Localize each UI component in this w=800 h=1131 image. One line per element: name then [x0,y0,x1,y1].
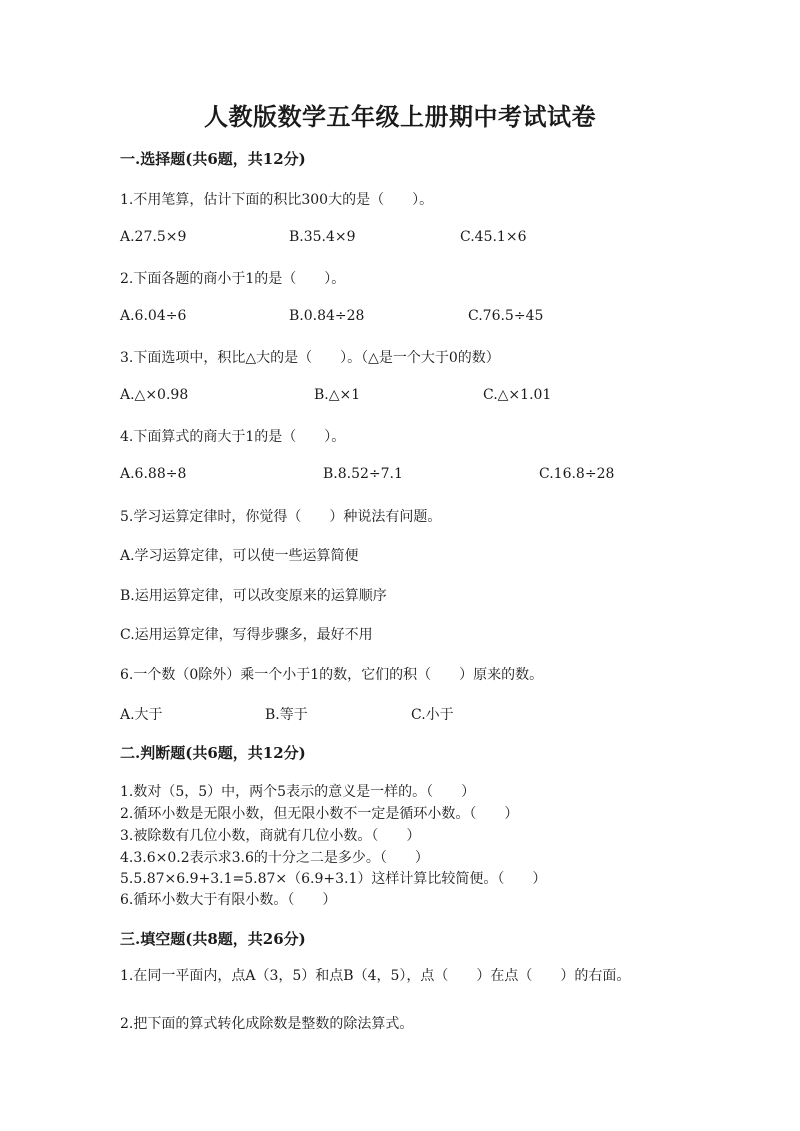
list-item: 3.被除数有几位小数，商就有几位小数。（ ） [120,828,421,844]
option-b: B.0.84÷28 [289,308,365,324]
list-item: 2.循环小数是无限小数，但无限小数不一定是循环小数。（ ） [120,806,519,822]
question-stem: 3.下面选项中，积比△大的是（ ）。（△是一个大于0的数） [120,350,500,366]
option-b: B.△×1 [314,387,361,403]
list-item: 5.5.87×6.9+3.1=5.87×（6.9+3.1）这样计算比较简便。（ ） [120,871,547,887]
list-item: 1.数对（5，5）中，两个5表示的意义是一样的。（ ） [120,784,476,800]
question-stem: 6.一个数（0除外）乘一个小于1的数，它们的积（ ）原来的数。 [120,667,544,683]
page-title: 人教版数学五年级上册期中考试试卷 [204,102,596,131]
option-b: B.35.4×9 [289,229,356,245]
option-a: A.学习运算定律，可以使一些运算简便 [120,548,359,564]
section-heading-choice: 一.选择题(共6题，共12分) [120,150,306,168]
option-a: A.△×0.98 [120,387,189,403]
option-a: A.27.5×9 [120,229,187,245]
question-stem: 5.学习运算定律时，你觉得（ ）种说法有问题。 [120,509,442,525]
list-item: 4.3.6×0.2表示求3.6的十分之二是多少。（ ） [120,850,429,866]
question-stem: 4.下面算式的商大于1的是（ ）。 [120,429,346,445]
option-a: A.6.88÷8 [120,466,187,482]
list-item: 2.把下面的算式转化成除数是整数的除法算式。 [120,1016,414,1032]
option-c: C.运用运算定律，写得步骤多，最好不用 [120,627,373,643]
option-c: C.△×1.01 [483,387,552,403]
option-a: A.6.04÷6 [120,308,187,324]
option-c: C.45.1×6 [460,229,527,245]
option-b: B.运用运算定律，可以改变原来的运算顺序 [120,588,387,604]
section-heading-fill-in: 三.填空题(共8题，共26分) [120,930,306,948]
option-b: B.等于 [265,707,308,723]
question-stem: 2.下面各题的商小于1的是（ ）。 [120,271,346,287]
option-c: C.16.8÷28 [539,466,615,482]
option-c: C.76.5÷45 [468,308,544,324]
list-item: 6.循环小数大于有限小数。（ ） [120,892,337,908]
option-a: A.大于 [120,707,163,723]
section-heading-judgement: 二.判断题(共6题，共12分) [120,744,306,762]
list-item: 1.在同一平面内，点A（3，5）和点B（4，5），点（ ）在点（ ）的右面。 [120,968,631,984]
question-stem: 1.不用笔算，估计下面的积比300大的是（ ）。 [120,192,434,208]
option-b: B.8.52÷7.1 [323,466,403,482]
option-c: C.小于 [411,707,454,723]
